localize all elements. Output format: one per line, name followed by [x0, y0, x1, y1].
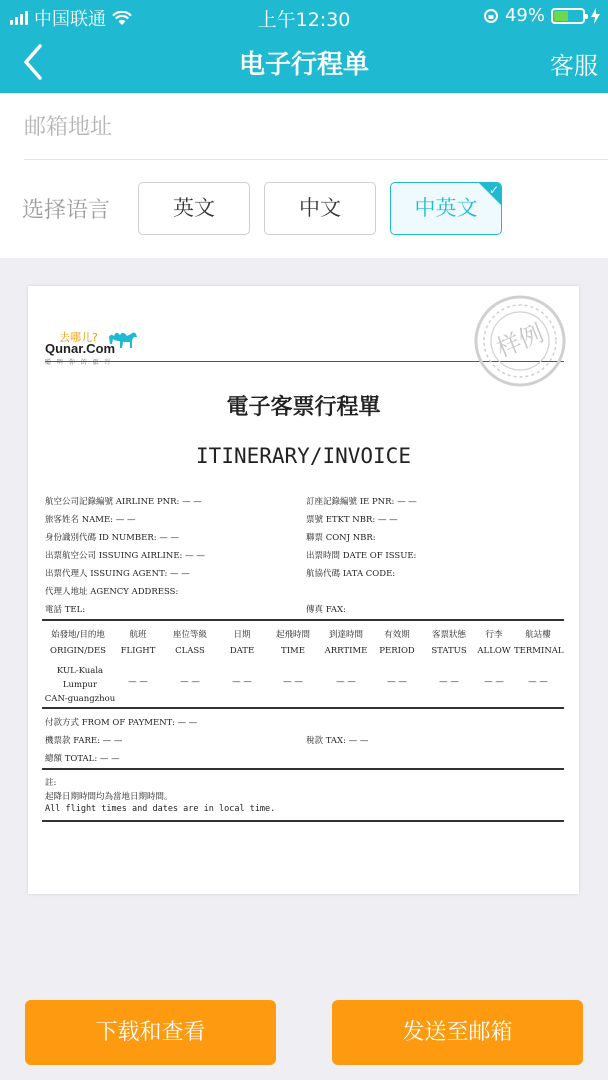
- logo-slogan: 聪 明 你 的 旅 行: [45, 359, 113, 366]
- cell-status: — —: [439, 677, 459, 687]
- header-class-en: CLASS: [175, 646, 205, 656]
- field-ie-pnr: 訂座記錄編號 IE PNR: — —: [306, 497, 417, 507]
- header-arrtime-en: ARRTIME: [324, 646, 368, 656]
- header-time-cn: 起飛時間: [275, 630, 310, 640]
- route-line: KUL-Kuala: [56, 666, 104, 676]
- top-bar: [0, 0, 608, 93]
- field-id-number: 身份識別代碼 ID NUMBER: — —: [45, 533, 180, 543]
- orientation-lock-icon: [483, 8, 499, 24]
- header-flight-cn: 航班: [129, 630, 147, 640]
- header-allow-en: ALLOW: [477, 646, 511, 656]
- header-period-en: PERIOD: [379, 646, 415, 656]
- notes-line-en: All flight times and dates are in local time.: [45, 804, 276, 814]
- notes-label: 註:: [45, 778, 57, 788]
- cell-arrtime: — —: [336, 677, 356, 687]
- header-terminal-cn: 航站樓: [525, 630, 551, 640]
- cell-time: — —: [283, 677, 303, 687]
- field-payment: 付款方式 FROM OF PAYMENT: — —: [45, 718, 198, 728]
- cell-class: — —: [180, 677, 200, 687]
- header-allow-cn: 行李: [485, 630, 503, 640]
- sample-stamp: [472, 293, 568, 389]
- field-fare: 機票款 FARE: — —: [45, 736, 123, 746]
- notes-line-cn: 起降日期時間均為當地日期時間。: [45, 792, 173, 802]
- field-iata: 航協代碼 IATA CODE:: [306, 569, 396, 579]
- field-airline-pnr: 航空公司記錄編號 AIRLINE PNR: — —: [45, 497, 202, 507]
- field-issue-date: 出票時間 DATE OF ISSUE:: [306, 551, 417, 561]
- field-name: 旅客姓名 NAME: — —: [45, 515, 136, 525]
- field-tel: 電話 TEL:: [45, 605, 86, 615]
- customer-service-button[interactable]: 客服: [550, 52, 598, 80]
- language-option-bilingual[interactable]: [390, 182, 502, 235]
- header-status-en: STATUS: [431, 646, 467, 656]
- status-time: 上午12:30: [257, 9, 351, 31]
- field-total: 總額 TOTAL: — —: [45, 754, 120, 764]
- route-cell: [44, 664, 116, 706]
- cell-flight: — —: [128, 677, 148, 687]
- header-flight-en: FLIGHT: [120, 646, 156, 656]
- document-title-en: ITINERARY/INVOICE: [196, 444, 411, 468]
- header-class-cn: 座位等級: [172, 630, 207, 640]
- route-line: Lumpur: [62, 680, 98, 690]
- field-agency-address: 代理人地址 AGENCY ADDRESS:: [45, 587, 179, 597]
- field-ticket: 票號 ETKT NBR: — —: [306, 515, 398, 525]
- table-bottom-rule: [42, 707, 564, 709]
- cell-period: — —: [387, 677, 407, 687]
- carrier-label: 中国联通: [34, 9, 106, 30]
- notes-top-rule: [42, 768, 564, 770]
- header-date-cn: 日期: [233, 630, 251, 640]
- stamp-text: 样例: [492, 319, 548, 363]
- route-line: CAN-guangzhou: [44, 694, 116, 704]
- field-issuing-airline: 出票航空公司 ISSUING AIRLINE: — —: [45, 551, 205, 561]
- logo-en-text: Qunar.Com: [45, 341, 116, 356]
- header-origin-cn: 始發地/目的地: [51, 630, 105, 640]
- language-option-english[interactable]: 英文: [138, 182, 250, 235]
- field-conj: 聯票 CONJ NBR:: [306, 533, 376, 543]
- battery-icon: [551, 8, 585, 24]
- battery-percent: 49%: [504, 5, 545, 26]
- header-status-cn: 客票狀態: [431, 630, 466, 640]
- cell-terminal: — —: [528, 677, 548, 687]
- status-bar: [0, 0, 608, 32]
- download-view-button[interactable]: 下载和查看: [25, 1000, 276, 1065]
- cell-allow: — —: [484, 677, 504, 687]
- field-fax: 傳真 FAX:: [306, 605, 346, 615]
- options-form: [0, 93, 608, 258]
- cell-date: — —: [232, 677, 252, 687]
- header-terminal-en: TERMINAL: [514, 646, 564, 656]
- header-time-en: TIME: [281, 646, 305, 656]
- status-right: [483, 5, 600, 26]
- language-option-chinese[interactable]: 中文: [264, 182, 376, 235]
- qunar-logo: [45, 328, 137, 364]
- language-label: 选择语言: [22, 198, 111, 223]
- logo-cn-text: 去哪儿?: [59, 331, 98, 344]
- header-arrtime-cn: 到達時間: [328, 630, 363, 640]
- header-origin-en: ORIGIN/DES: [49, 646, 107, 656]
- itinerary-preview: [28, 286, 579, 894]
- notes-bottom-rule: [42, 820, 564, 822]
- charging-icon: [591, 8, 600, 24]
- table-top-rule: [42, 619, 564, 621]
- document-title-cn: 電子客票行程單: [226, 394, 381, 420]
- send-to-email-button[interactable]: 发送至邮箱: [332, 1000, 583, 1065]
- field-agent: 出票代理人 ISSUING AGENT: — —: [45, 569, 190, 579]
- language-option-bilingual-label: 中英文: [414, 196, 478, 220]
- email-input[interactable]: 邮箱地址: [24, 93, 608, 160]
- check-icon: ✓: [488, 183, 499, 197]
- field-tax: 稅款 TAX: — —: [306, 736, 369, 746]
- header-period-cn: 有效期: [384, 630, 410, 640]
- page-title: 电子行程单: [238, 50, 369, 80]
- header-date-en: DATE: [229, 646, 255, 656]
